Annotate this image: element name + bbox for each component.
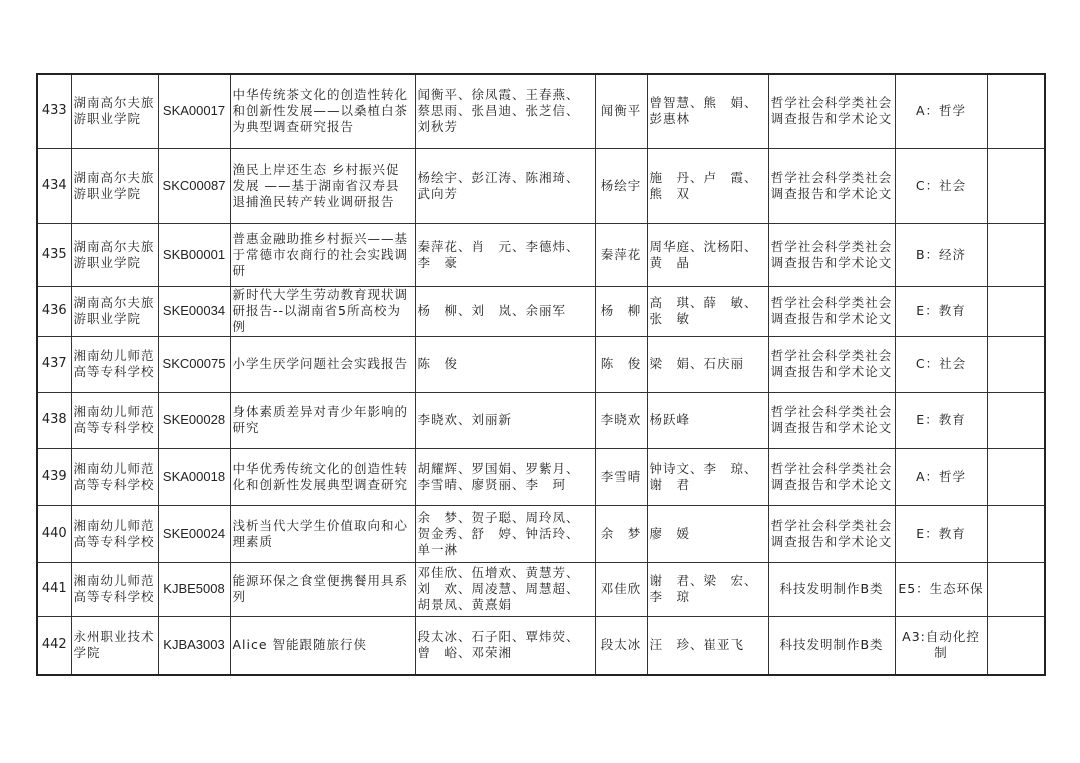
subject-cell: E：教育 <box>895 392 987 448</box>
advisors-cell: 钟诗文、李 琼、谢 君 <box>647 448 768 505</box>
leader-cell: 段太冰 <box>595 616 647 675</box>
note-cell <box>987 562 1045 616</box>
leader-cell: 闻衡平 <box>595 74 647 148</box>
note-cell <box>987 448 1045 505</box>
members-cell: 李晓欢、刘丽新 <box>415 392 595 448</box>
category-cell: 哲学社会科学类社会调查报告和学术论文 <box>768 223 895 286</box>
leader-cell: 杨绘宇 <box>595 148 647 223</box>
leader-cell: 邓佳欣 <box>595 562 647 616</box>
table-row <box>37 448 1045 505</box>
advisors-cell: 周华庭、沈杨阳、黄 晶 <box>647 223 768 286</box>
members-cell: 秦萍花、肖 元、李德炜、李 豪 <box>415 223 595 286</box>
leader-cell: 陈 俊 <box>595 336 647 392</box>
leader-cell: 李晓欢 <box>595 392 647 448</box>
note-cell <box>987 223 1045 286</box>
table-row <box>37 74 1045 148</box>
award-table <box>36 73 1046 676</box>
school-cell: 湖南高尔夫旅游职业学院 <box>71 286 158 336</box>
row-number: 441 <box>37 562 71 616</box>
advisors-cell: 曾智慧、熊 娟、彭惠林 <box>647 74 768 148</box>
row-number: 439 <box>37 448 71 505</box>
leader-cell: 杨 柳 <box>595 286 647 336</box>
advisors-cell: 汪 珍、崔亚飞 <box>647 616 768 675</box>
table-row <box>37 148 1045 223</box>
advisors-cell: 谢 君、梁 宏、李 琼 <box>647 562 768 616</box>
school-cell: 湘南幼儿师范高等专科学校 <box>71 336 158 392</box>
project-title: 身体素质差异对青少年影响的研究 <box>230 392 415 448</box>
project-title: 新时代大学生劳动教育现状调研报告--以湖南省5所高校为例 <box>230 286 415 336</box>
project-title: 中华传统茶文化的创造性转化和创新性发展——以桑植白茶为典型调查研究报告 <box>230 74 415 148</box>
school-cell: 湖南高尔夫旅游职业学院 <box>71 74 158 148</box>
members-cell: 余 梦、贺子聪、周玲凤、贺金秀、舒 婷、钟活玲、单一淋 <box>415 505 595 562</box>
note-cell <box>987 286 1045 336</box>
members-cell: 胡耀辉、罗国娟、罗紫月、李雪晴、廖贤丽、李 珂 <box>415 448 595 505</box>
note-cell <box>987 505 1045 562</box>
school-cell: 湖南高尔夫旅游职业学院 <box>71 223 158 286</box>
project-title: 能源环保之食堂便携餐用具系列 <box>230 562 415 616</box>
subject-cell: B：经济 <box>895 223 987 286</box>
table-row <box>37 286 1045 336</box>
school-cell: 湘南幼儿师范高等专科学校 <box>71 392 158 448</box>
category-cell: 哲学社会科学类社会调查报告和学术论文 <box>768 336 895 392</box>
row-number: 435 <box>37 223 71 286</box>
project-title: 渔民上岸还生态 乡村振兴促发展 ——基于湖南省汉寿县退捕渔民转产转业调研报告 <box>230 148 415 223</box>
school-cell: 永州职业技术学院 <box>71 616 158 675</box>
row-number: 434 <box>37 148 71 223</box>
members-cell: 段太冰、石子阳、覃炜荧、曾 峪、邓荣湘 <box>415 616 595 675</box>
project-code: SKE00034 <box>158 286 230 336</box>
note-cell <box>987 392 1045 448</box>
subject-cell: E5：生态环保 <box>895 562 987 616</box>
note-cell <box>987 148 1045 223</box>
category-cell: 哲学社会科学类社会调查报告和学术论文 <box>768 74 895 148</box>
leader-cell: 李雪晴 <box>595 448 647 505</box>
note-cell <box>987 616 1045 675</box>
category-cell: 哲学社会科学类社会调查报告和学术论文 <box>768 148 895 223</box>
row-number: 440 <box>37 505 71 562</box>
row-number: 437 <box>37 336 71 392</box>
note-cell <box>987 74 1045 148</box>
school-cell: 湖南高尔夫旅游职业学院 <box>71 148 158 223</box>
subject-cell: A：哲学 <box>895 448 987 505</box>
row-number: 433 <box>37 74 71 148</box>
project-code: SKE00024 <box>158 505 230 562</box>
row-number: 436 <box>37 286 71 336</box>
school-cell: 湘南幼儿师范高等专科学校 <box>71 448 158 505</box>
category-cell: 哲学社会科学类社会调查报告和学术论文 <box>768 392 895 448</box>
category-cell: 哲学社会科学类社会调查报告和学术论文 <box>768 286 895 336</box>
note-cell <box>987 336 1045 392</box>
project-code: SKB00001 <box>158 223 230 286</box>
subject-cell: C：社会 <box>895 148 987 223</box>
leader-cell: 秦萍花 <box>595 223 647 286</box>
project-code: SKE00028 <box>158 392 230 448</box>
project-code: KJBE5008 <box>158 562 230 616</box>
subject-cell: E：教育 <box>895 286 987 336</box>
project-code: SKC00075 <box>158 336 230 392</box>
table-row <box>37 392 1045 448</box>
project-title: 中华优秀传统文化的创造性转化和创新性发展典型调查研究 <box>230 448 415 505</box>
table-row <box>37 336 1045 392</box>
project-code: KJBA3003 <box>158 616 230 675</box>
project-title: 浅析当代大学生价值取向和心理素质 <box>230 505 415 562</box>
advisors-cell: 施 丹、卢 霞、熊 双 <box>647 148 768 223</box>
subject-cell: E：教育 <box>895 505 987 562</box>
subject-cell: C：社会 <box>895 336 987 392</box>
project-code: SKA00017 <box>158 74 230 148</box>
members-cell: 陈 俊 <box>415 336 595 392</box>
category-cell: 科技发明制作B类 <box>768 562 895 616</box>
advisors-cell: 梁 娟、石庆丽 <box>647 336 768 392</box>
school-cell: 湘南幼儿师范高等专科学校 <box>71 562 158 616</box>
subject-cell: A3:自动化控制 <box>895 616 987 675</box>
table-row <box>37 505 1045 562</box>
members-cell: 杨 柳、刘 岚、余丽军 <box>415 286 595 336</box>
members-cell: 闻衡平、徐凤霞、王春燕、蔡思雨、张昌迪、张芝信、刘秋芳 <box>415 74 595 148</box>
project-code: SKA00018 <box>158 448 230 505</box>
project-title: 小学生厌学问题社会实践报告 <box>230 336 415 392</box>
members-cell: 杨绘宇、彭江涛、陈湘琦、武向芳 <box>415 148 595 223</box>
members-cell: 邓佳欣、伍增欢、黄慧芳、刘 欢、周凌慧、周慧超、胡景凤、黄熹娟 <box>415 562 595 616</box>
category-cell: 哲学社会科学类社会调查报告和学术论文 <box>768 448 895 505</box>
advisors-cell: 高 琪、薛 敏、张 敏 <box>647 286 768 336</box>
school-cell: 湘南幼儿师范高等专科学校 <box>71 505 158 562</box>
table-row <box>37 616 1045 675</box>
table-row <box>37 223 1045 286</box>
advisors-cell: 廖 媛 <box>647 505 768 562</box>
project-code: SKC00087 <box>158 148 230 223</box>
row-number: 438 <box>37 392 71 448</box>
subject-cell: A：哲学 <box>895 74 987 148</box>
leader-cell: 余 梦 <box>595 505 647 562</box>
category-cell: 科技发明制作B类 <box>768 616 895 675</box>
project-title: 普惠金融助推乡村振兴——基于常德市农商行的社会实践调研 <box>230 223 415 286</box>
table-row <box>37 562 1045 616</box>
advisors-cell: 杨跃峰 <box>647 392 768 448</box>
project-title: Alice 智能跟随旅行侠 <box>230 616 415 675</box>
row-number: 442 <box>37 616 71 675</box>
category-cell: 哲学社会科学类社会调查报告和学术论文 <box>768 505 895 562</box>
